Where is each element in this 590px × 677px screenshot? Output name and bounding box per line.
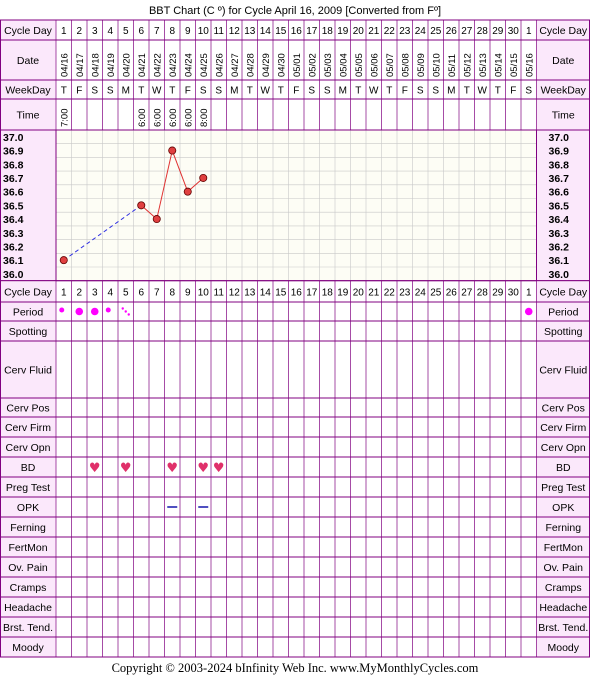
weekday-cell: T [138,85,145,97]
row-label-right-brst-tend: Brst. Tend. [538,622,589,634]
chart-title: BBT Chart (C º) for Cycle April 16, 2009 [Converted from Fº] [148,5,442,17]
row-label-right-bd: BD [555,462,571,474]
date-cell: 05/06 [369,53,381,77]
cycle-day-cell: 7 [153,287,160,299]
period-light-dot [106,308,111,313]
cycle-day-cell: 26 [445,287,457,299]
row-border [1,537,590,557]
cycle-day-cell: 21 [368,26,380,37]
date-cell: 05/11 [446,53,458,77]
date-cell: 04/25 [198,53,210,77]
cycle-day-cell: 21 [368,287,380,299]
date-cell: 04/27 [229,53,241,77]
row-label-ov-pain: Ov. Pain [8,562,48,574]
row-label-right-cycle-day: Cycle Day [539,25,588,37]
y-tick-label-left: 36.5 [3,200,24,213]
cycle-day-cell: 27 [461,287,473,299]
row-border [1,557,590,577]
row-label-right-moody: Moody [547,642,580,654]
cycle-day-cell: 8 [169,287,176,299]
date-cell: 04/30 [276,53,288,77]
date-cell: 05/03 [322,53,334,77]
cycle-day-cell: 4 [107,287,114,299]
weekday-cell: W [477,85,487,97]
cycle-day-cell: 1 [60,26,67,37]
row-border [1,341,590,398]
cycle-day-cell: 2 [76,26,83,37]
row-label-cramps: Cramps [9,582,47,594]
date-cell: 04/16 [59,53,71,77]
y-tick-label-right: 36.6 [548,186,569,199]
row-label-right-opk: OPK [552,502,575,514]
row-label-weekday: WeekDay [5,84,51,97]
bd-heart-icon: ♥ [212,461,225,476]
cycle-day-cell: 11 [213,26,224,37]
weekday-cell: S [215,85,223,97]
period-dot [91,308,99,316]
y-tick-label-left: 36.8 [3,159,24,172]
row-label-right-preg-test: Preg Test [541,482,586,494]
row-border [1,437,590,457]
date-cell: 04/22 [152,53,164,77]
weekday-cell: M [447,85,456,97]
row-label-cerv-firm: Cerv Firm [4,422,52,434]
cycle-day-cell: 13 [244,26,256,37]
cycle-day-cell: 18 [321,287,333,299]
row-label-right-weekday: WeekDay [540,84,586,97]
spotting-dot [128,313,130,315]
temp-point-day-6 [138,202,145,209]
cycle-day-cell: 24 [414,287,426,299]
date-cell: 04/26 [214,53,226,77]
weekday-cell: F [510,85,517,97]
bd-heart-icon: ♥ [88,461,101,476]
cycle-day-cell: 9 [184,287,191,299]
row-border [1,477,590,497]
weekday-cell: S [308,85,316,97]
cycle-day-cell: 14 [259,26,271,37]
period-dot [525,308,533,316]
row-border [1,302,590,321]
cycle-day-cell: 24 [414,26,426,37]
weekday-cell: S [199,85,207,97]
time-cell: 8:00 [198,108,210,127]
cycle-day-cell: 20 [352,287,364,299]
cycle-day-cell: 1 [525,26,532,37]
cycle-day-cell: 15 [275,26,287,37]
row-label-time: Time [16,109,40,122]
row-label-right-spotting: Spotting [543,326,583,338]
y-tick-label-right: 36.9 [548,145,569,158]
cycle-day-cell: 23 [399,26,411,37]
time-cell: 6:00 [152,108,164,127]
row-border [1,617,590,637]
weekday-cell: S [106,85,114,97]
y-tick-label-right: 36.1 [548,255,569,268]
date-cell: 04/23 [167,53,179,77]
time-cell: 6:00 [183,108,195,127]
cycle-day-cell: 19 [337,26,349,37]
date-cell: 05/04 [338,53,350,77]
cycle-day-cell: 15 [275,287,287,299]
cycle-day-cell: 29 [492,26,504,37]
cycle-day-cell: 22 [383,287,395,299]
row-label-right-fertmon: FertMon [543,542,583,554]
weekday-cell: S [525,85,533,97]
cycle-day-cell: 28 [476,26,488,37]
row-label-preg-test: Preg Test [5,482,51,494]
weekday-cell: F [184,85,191,97]
bd-heart-icon: ♥ [119,461,132,476]
date-cell: 05/14 [493,53,505,77]
row-label-bd: BD [20,462,36,474]
row-label-cerv-pos: Cerv Pos [6,402,50,415]
cycle-day-cell: 6 [138,26,145,37]
cycle-day-cell: 5 [122,287,129,299]
weekday-cell: T [277,85,284,97]
y-tick-label-left: 37.0 [3,131,24,144]
time-cell: 6:00 [136,108,148,127]
copyright-footer: Copyright © 2003-2024 bInfinity Web Inc. www.MyMonthlyCycles.com [111,661,479,675]
row-border [1,517,590,537]
y-tick-label-right: 36.4 [548,214,569,227]
cycle-day-cell: 11 [213,287,224,299]
row-label-moody: Moody [12,642,44,654]
row-label-opk: OPK [16,502,40,514]
y-tick-label-right: 36.5 [548,200,569,213]
cycle-day-cell: 28 [476,287,488,299]
row-label-spotting: Spotting [8,326,48,338]
cycle-day-cell: 1 [60,287,67,299]
cycle-day-cell: 27 [461,26,473,37]
cycle-day-cell: 2 [76,287,83,299]
row-label-cycle-day: Cycle Day [4,25,52,37]
row-label-right-date: Date [552,55,575,67]
weekday-cell: T [463,85,470,97]
row-label-right-time: Time [551,109,575,122]
weekday-cell: T [494,85,501,97]
y-tick-label-right: 37.0 [548,131,569,144]
weekday-cell: W [260,85,270,97]
weekday-cell: M [230,85,239,97]
row-label-period: Period [12,306,44,319]
date-cell: 05/02 [307,53,319,77]
date-cell: 04/18 [90,53,102,77]
date-cell: 04/29 [260,53,272,77]
cycle-day-cell: 25 [430,26,442,37]
spotting-dot [122,307,124,309]
row-label-cerv-fluid: Cerv Fluid [4,364,52,377]
weekday-cell: S [416,85,424,97]
date-cell: 05/12 [462,53,474,77]
y-tick-label-left: 36.0 [3,268,24,281]
period-light-dot [59,308,64,313]
row-labels [3,25,588,654]
row-border [1,597,590,617]
y-tick-label-right: 36.8 [548,159,569,172]
cycle-day-cell: 5 [122,26,129,37]
weekday-cell: W [152,85,162,97]
spotting-dot [125,310,127,312]
y-tick-label-right: 36.3 [548,227,569,240]
cycle-day-cell: 12 [228,26,240,37]
date-cell: 04/28 [245,53,257,77]
cycle-day-cell: 13 [244,287,256,299]
row-label-cycle-day: Cycle Day [4,286,52,299]
row-label-cerv-opn: Cerv Opn [5,442,51,454]
weekday-cell: T [355,85,362,97]
weekday-cell: S [323,85,331,97]
cycle-day-cell: 9 [184,26,191,37]
y-tick-label-left: 36.7 [3,172,24,185]
period-dot [75,308,83,316]
row-label-right-ferning: Ferning [545,522,582,534]
weekday-cell: M [338,85,347,97]
date-cell: 04/20 [121,53,133,77]
weekday-cell: S [432,85,440,97]
cycle-day-cell: 16 [290,287,302,299]
cycle-day-cell: 14 [259,287,271,299]
row-label-right-cerv-opn: Cerv Opn [540,442,586,454]
row-label-ferning: Ferning [10,522,46,534]
weekday-cell: F [293,85,300,97]
weekday-cell: T [386,85,393,97]
cycle-day-cell: 17 [306,26,318,37]
date-cell: 05/09 [415,53,427,77]
date-cell: 05/07 [384,53,396,77]
weekday-cell: F [401,85,408,97]
row-border [1,497,590,517]
cycle-day-cell: 10 [197,287,209,299]
row-label-right-cerv-fluid: Cerv Fluid [539,364,588,377]
date-cell: 04/21 [136,53,148,77]
y-tick-label-left: 36.2 [3,241,24,254]
date-cell: 05/15 [508,53,520,77]
date-cell: 04/17 [74,53,86,77]
row-label-right-cerv-firm: Cerv Firm [540,422,587,434]
row-border [1,398,590,417]
cycle-day-cell: 26 [445,26,457,37]
cycle-day-cell: 3 [91,26,98,37]
temp-point-day-10 [200,174,207,181]
row-label-right-cramps: Cramps [544,582,582,594]
cycle-day-cell: 3 [91,287,98,299]
cycle-day-cell: 4 [107,26,114,37]
temp-point-day-1 [60,257,67,264]
row-label-date: Date [16,55,40,67]
y-tick-label-left: 36.6 [3,186,24,199]
cycle-day-cell: 30 [507,26,519,37]
cycle-day-cell: 7 [153,26,160,37]
cycle-day-cell: 16 [290,26,302,37]
temp-point-day-7 [153,215,160,222]
weekday-cell: T [169,85,176,97]
date-cell: 05/16 [524,53,536,77]
cycle-day-cell: 18 [321,26,333,37]
cycle-day-cell: 29 [492,287,504,299]
weekday-cell: S [91,85,99,97]
row-border [1,417,590,437]
date-cell: 05/01 [291,53,303,77]
row-border [1,321,590,341]
date-cell: 05/05 [353,53,365,77]
y-tick-label-left: 36.4 [3,214,24,227]
y-tick-label-right: 36.2 [548,241,569,254]
date-cell: 05/13 [477,53,489,77]
cycle-day-cell: 20 [352,26,364,37]
row-label-right-ov-pain: Ov. Pain [543,562,583,574]
y-tick-label-right: 36.7 [548,172,569,185]
temperature-area [56,130,537,281]
cycle-day-cell: 25 [430,287,442,299]
grid-layer [0,20,590,657]
row-border [1,99,590,130]
date-cell: 04/19 [105,53,117,77]
cycle-day-cell: 23 [399,287,411,299]
row-label-right-cerv-pos: Cerv Pos [541,402,585,415]
cycle-day-cell: 10 [197,26,209,37]
weekday-cell: F [76,85,83,97]
cycle-day-cell: 8 [169,26,176,37]
time-cell: 6:00 [167,108,179,127]
time-cell: 7:00 [59,108,71,127]
row-label-right-headache: Headache [539,602,588,614]
row-label-right-period: Period [548,306,579,319]
row-label-headache: Headache [4,602,52,614]
cycle-day-cell: 1 [525,287,532,299]
row-border [1,637,590,657]
cycle-day-cell: 17 [306,287,318,299]
date-cell: 05/10 [431,53,443,77]
bd-heart-icon: ♥ [197,461,210,476]
cycle-day-cell: 30 [507,287,519,299]
weekday-cell: M [121,85,130,97]
y-tick-label-right: 36.0 [548,268,569,281]
y-tick-label-left: 36.9 [3,145,24,158]
y-tick-label-left: 36.3 [3,227,24,240]
cycle-day-cell: 22 [383,26,395,37]
cycle-day-cell: 19 [337,287,349,299]
weekday-cell: T [246,85,253,97]
weekday-cell: W [369,85,379,97]
date-cell: 05/08 [400,53,412,77]
temp-point-day-9 [184,188,191,195]
row-label-right-cycle-day: Cycle Day [539,286,588,299]
weekday-cell: T [60,85,67,97]
date-cell: 04/24 [183,53,195,77]
row-label-brst-tend: Brst. Tend. [3,622,53,634]
bd-heart-icon: ♥ [166,461,179,476]
row-label-fertmon: FertMon [8,542,48,554]
temp-point-day-8 [169,147,176,154]
row-border [1,577,590,597]
y-tick-label-left: 36.1 [3,255,24,268]
cycle-day-cell: 12 [228,287,240,299]
cycle-day-cell: 6 [138,287,145,299]
